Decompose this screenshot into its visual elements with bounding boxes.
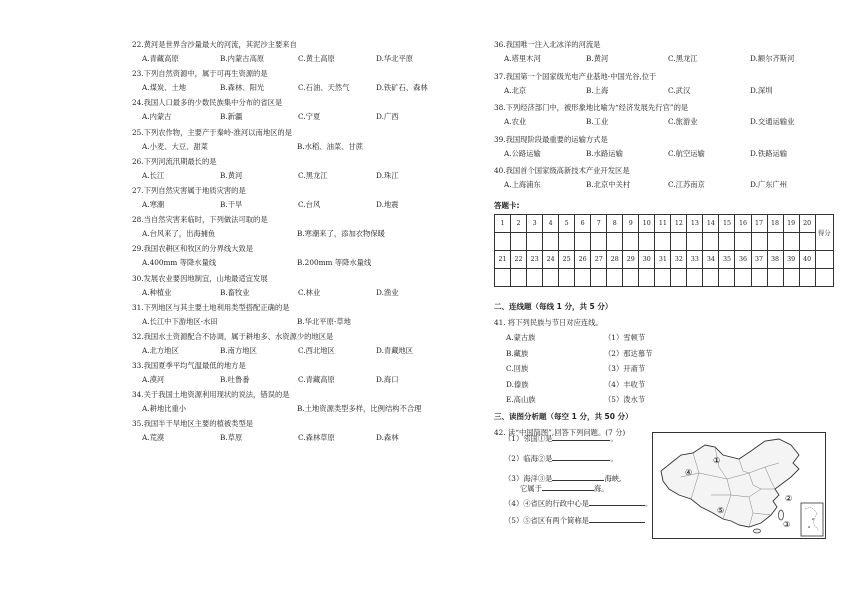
answer-blank-cell[interactable] <box>799 268 815 286</box>
option-row <box>142 258 432 268</box>
answer-blank-cell[interactable] <box>511 268 527 286</box>
answer-blank-cell[interactable] <box>655 268 671 286</box>
answer-number-cell: 3 <box>527 214 543 232</box>
ethnic-group[interactable]: A.蒙古族 <box>506 333 536 342</box>
answer-number-cell: 4 <box>543 214 559 232</box>
option[interactable]: A.荒漠 <box>142 433 165 443</box>
answer-number-cell: 19 <box>783 214 799 232</box>
answer-number-cell: 28 <box>607 250 623 268</box>
answer-blank-cell[interactable] <box>735 268 751 286</box>
answer-blank-cell[interactable] <box>767 268 783 286</box>
option[interactable]: B.吐鲁番 <box>220 375 250 385</box>
option[interactable]: B.新疆 <box>220 112 243 122</box>
festival[interactable]: （3）开斋节 <box>604 364 646 373</box>
answer-blank-cell[interactable] <box>703 232 719 250</box>
option[interactable]: C.林业 <box>298 287 321 297</box>
matching-row <box>506 333 834 343</box>
option-row <box>142 288 432 298</box>
option[interactable]: C.黄土高原 <box>298 54 335 63</box>
question-text: 29.我国农耕区和牧区的分界线大致是 <box>132 244 254 254</box>
option[interactable]: C.石油、天然气 <box>298 83 350 93</box>
question-block <box>132 419 432 448</box>
option-row <box>142 171 432 181</box>
answer-blank-cell[interactable] <box>543 268 559 286</box>
option[interactable]: A.寒潮 <box>142 199 165 209</box>
score-blank-cell <box>815 268 833 286</box>
q42-item-1-period: 。 <box>610 434 618 443</box>
section-2-title: 二、连线题（每线 1 分，共 5 分） <box>494 301 613 311</box>
festival[interactable]: （4）丰收节 <box>604 379 646 389</box>
answer-blank-cell[interactable] <box>591 268 607 286</box>
matching-row <box>506 364 834 374</box>
option-row <box>142 142 432 152</box>
answer-blank-cell[interactable] <box>719 268 735 286</box>
answer-blank-cell[interactable] <box>559 232 575 250</box>
answer-blank-cell[interactable] <box>543 232 559 250</box>
option[interactable]: D.铁路运输 <box>750 148 788 158</box>
option[interactable]: A.公路运输 <box>504 148 541 158</box>
ethnic-group[interactable]: E.高山族 <box>506 395 536 404</box>
option-row <box>142 346 432 356</box>
answer-number-cell: 8 <box>607 214 623 232</box>
option-row <box>142 229 432 239</box>
question-text: 32.我国水土资源配合不协调，属于耕地多、水资源少的地区是 <box>132 331 334 341</box>
answer-number-cell: 18 <box>767 214 783 232</box>
option[interactable]: C.青藏高原 <box>298 375 335 385</box>
answer-number-cell: 6 <box>575 214 591 232</box>
answer-number-cell: 21 <box>495 250 511 268</box>
q42-item-3b-suffix: 海。 <box>593 484 609 493</box>
q42-item-2 <box>504 452 618 464</box>
answer-blank-cell[interactable] <box>671 268 687 286</box>
answer-blank-cell[interactable] <box>591 232 607 250</box>
question-text: 22.黄河是世界含沙量最大的河流，其泥沙主要来自 <box>132 40 297 49</box>
option[interactable]: C.黑龙江 <box>298 170 328 180</box>
option[interactable]: A.400mm 等降水量线 <box>142 258 217 268</box>
answer-blank-cell[interactable] <box>783 268 799 286</box>
ethnic-group[interactable]: D.傣族 <box>506 379 529 389</box>
answer-number-cell: 24 <box>543 250 559 268</box>
answer-number-cell: 1 <box>495 214 511 232</box>
answer-blank-cell[interactable] <box>495 268 511 286</box>
question-block <box>132 274 432 303</box>
option[interactable]: C.武汉 <box>668 85 691 95</box>
answer-blank-cell[interactable] <box>687 232 703 250</box>
option-row <box>504 117 834 127</box>
option-row <box>142 83 432 93</box>
option[interactable]: C.航空运输 <box>668 148 705 158</box>
option[interactable]: C.森林草原 <box>298 433 335 443</box>
answer-number-cell: 16 <box>735 214 751 232</box>
china-map <box>652 432 826 539</box>
festival[interactable]: （1）雪顿节 <box>604 333 646 342</box>
option-row <box>142 54 432 64</box>
option[interactable]: A.耕地比重小 <box>142 404 187 414</box>
q42-item-4-period: 。 <box>644 499 653 508</box>
option[interactable]: B.森林、阳光 <box>220 83 265 93</box>
answer-blank-cell[interactable] <box>607 232 623 250</box>
answer-blank-cell[interactable] <box>767 232 783 250</box>
question-text: 33.我国夏季平均气温最低的地方是 <box>132 361 246 371</box>
question-block <box>494 72 834 104</box>
option[interactable]: B.200mm 等降水量线 <box>297 258 372 268</box>
answer-number-cell: 17 <box>751 214 767 232</box>
answer-blank-cell[interactable] <box>575 232 591 250</box>
option[interactable]: D.珠江 <box>376 170 399 180</box>
left-column <box>132 40 432 449</box>
answer-blank[interactable] <box>552 432 610 441</box>
option[interactable]: B.畜牧业 <box>220 287 250 297</box>
option[interactable]: D.华北平原 <box>376 54 414 63</box>
question-text: 24.我国人口最多的少数民族集中分布的省区是 <box>132 98 283 108</box>
answer-blank-cell[interactable] <box>783 232 799 250</box>
option[interactable]: B.水路运输 <box>586 148 623 158</box>
option[interactable]: A.长江中下游地区-水田 <box>142 316 218 326</box>
q42-item-3b-label: 它属于 <box>520 484 542 493</box>
ethnic-group[interactable]: C.回族 <box>506 364 529 373</box>
option[interactable]: D.渔业 <box>376 287 399 297</box>
festival[interactable]: （5）泼水节 <box>604 395 646 404</box>
option[interactable]: B.黄河 <box>220 170 243 180</box>
hainan-island <box>754 529 761 533</box>
answer-blank-cell[interactable] <box>799 232 815 250</box>
option[interactable]: A.小麦、大豆、甜菜 <box>142 141 208 151</box>
answer-blank-row-1 <box>495 232 834 250</box>
answer-blank-cell[interactable] <box>527 268 543 286</box>
answer-number-cell: 22 <box>511 250 527 268</box>
option[interactable]: A.农业 <box>504 117 527 126</box>
option[interactable]: B.工业 <box>586 117 609 126</box>
option[interactable]: A.漠河 <box>142 375 165 385</box>
question-text: 36.我国唯一注入北冰洋的河流是 <box>494 40 601 49</box>
question-41: 41. 将下列民族与节日对应连线。 <box>494 317 603 327</box>
question-42: 42. 读“中国简图”,回答下列问题。(7 分) <box>494 427 626 437</box>
section-3-title: 三、读图分析题（每空 1 分，共 50 分） <box>494 411 633 421</box>
question-text: 23.下列自然资源中，属于可再生资源的是 <box>132 69 268 79</box>
option[interactable]: B.北京中关村 <box>586 180 631 189</box>
option-row <box>504 86 834 96</box>
question-block <box>132 128 432 157</box>
question-block <box>132 215 432 244</box>
map-label-5: ⑤ <box>717 506 725 515</box>
q42-item-4-label: （4）④省区的行政中心是 <box>504 499 589 508</box>
option[interactable]: C.宁夏 <box>298 112 321 122</box>
option[interactable]: C.旅游业 <box>668 117 698 126</box>
option-row <box>142 112 432 122</box>
question-text: 40.我国首个国家级高新技术产业开发区是 <box>494 166 630 175</box>
south-china-sea-inset <box>801 503 823 536</box>
option[interactable]: D.深圳 <box>750 85 773 95</box>
question-text: 26.下列河流汛期最长的是 <box>132 156 217 166</box>
answer-number-cell: 40 <box>799 250 815 268</box>
answer-number-cell: 2 <box>511 214 527 232</box>
option[interactable]: C.台风 <box>298 199 321 209</box>
option-row <box>142 375 432 385</box>
answer-number-cell: 33 <box>687 250 703 268</box>
option[interactable]: B.南方地区 <box>220 345 257 355</box>
right-questions <box>494 40 834 198</box>
answer-number-cell: 5 <box>559 214 575 232</box>
option[interactable]: B.草原 <box>220 433 243 443</box>
option[interactable]: A.种植业 <box>142 287 172 297</box>
option-row <box>504 54 834 64</box>
answer-number-cell: 34 <box>703 250 719 268</box>
question-text: 25.下列农作物，主要产于秦岭-淮河以南地区的是 <box>132 127 293 137</box>
answer-blank-cell[interactable] <box>575 268 591 286</box>
option[interactable]: D.铁矿石、森林 <box>376 83 428 93</box>
answer-number-cell: 20 <box>799 214 815 232</box>
option[interactable]: D.海口 <box>376 375 399 385</box>
q42-item-4 <box>504 497 652 509</box>
answer-number-cell: 32 <box>671 250 687 268</box>
matching-rows <box>494 333 834 405</box>
answer-blank-cell[interactable] <box>687 268 703 286</box>
answer-blank-cell[interactable] <box>639 232 655 250</box>
answer-blank-cell[interactable] <box>751 268 767 286</box>
question-block <box>132 332 432 361</box>
answer-blank-cell[interactable] <box>623 268 639 286</box>
option[interactable]: C.黑龙江 <box>668 54 698 63</box>
matching-row <box>506 380 834 390</box>
question-text: 34.关于我国土地资源利用现状的说法，错误的是 <box>132 390 290 400</box>
option[interactable]: A.北方地区 <box>142 345 179 355</box>
option-row <box>142 404 432 414</box>
option[interactable]: B.土地资源类型多样，比例结构不合理 <box>297 404 422 414</box>
answer-blank-cell[interactable] <box>623 232 639 250</box>
matching-block <box>494 318 834 406</box>
answer-row-1 <box>495 214 834 232</box>
answer-blank-cell[interactable] <box>735 232 751 250</box>
section-matching <box>494 301 834 406</box>
answer-blank[interactable] <box>589 514 645 523</box>
q42-item-3b <box>520 482 608 494</box>
q42-item-5 <box>504 514 645 526</box>
question-block <box>132 361 432 390</box>
answer-number-cell: 25 <box>559 250 575 268</box>
q42-item-3-label: （3）海洋③是 <box>504 474 553 483</box>
answer-number-cell: 7 <box>591 214 607 232</box>
option[interactable]: D.广西 <box>376 112 399 122</box>
map-label-4: ④ <box>685 468 693 477</box>
ethnic-group[interactable]: B.藏族 <box>506 348 529 358</box>
question-block <box>132 390 432 419</box>
option[interactable]: C.西北地区 <box>298 345 335 355</box>
question-block <box>132 186 432 215</box>
q42-item-5-label: （5）⑤省区有两个简称是 <box>504 516 589 525</box>
answer-number-cell: 29 <box>623 250 639 268</box>
question-text: 30.发展农业要因地制宜，山地最适宜发展 <box>132 273 268 283</box>
question-block <box>494 40 834 72</box>
question-block <box>132 303 432 332</box>
answer-blank-cell[interactable] <box>703 268 719 286</box>
option[interactable]: A.煤炭、土地 <box>142 83 187 93</box>
question-text: 35.我国半干旱地区主要的植被类型是 <box>132 419 254 429</box>
option[interactable]: D.额尔齐斯河 <box>750 54 795 63</box>
option[interactable]: D.交通运输业 <box>750 117 795 126</box>
question-text: 38.下列经济部门中，被形象地比喻为“经济发展先行官”的是 <box>494 103 689 112</box>
answer-number-cell: 30 <box>639 250 655 268</box>
answer-number-cell: 13 <box>687 214 703 232</box>
answer-row-2 <box>495 250 834 268</box>
question-block <box>494 135 834 167</box>
answer-number-cell: 10 <box>639 214 655 232</box>
answer-number-cell: 9 <box>623 214 639 232</box>
question-block <box>132 98 432 127</box>
option[interactable]: C.江苏南京 <box>668 180 705 189</box>
question-text: 39.我国现阶段最重要的运输方式是 <box>494 134 608 144</box>
answer-card <box>494 200 834 287</box>
option[interactable]: A.台风来了，出海捕鱼 <box>142 229 216 239</box>
answer-number-cell: 15 <box>719 214 735 232</box>
option[interactable]: B.黄河 <box>586 54 609 63</box>
option[interactable]: B.上海 <box>586 85 609 95</box>
option[interactable]: A.内蒙古 <box>142 112 172 122</box>
festival[interactable]: （2）那达慕节 <box>604 348 653 358</box>
answer-number-cell: 11 <box>655 214 671 232</box>
answer-blank-cell[interactable] <box>639 268 655 286</box>
q42-item-1 <box>504 432 618 444</box>
answer-blank-cell[interactable] <box>559 268 575 286</box>
answer-blank[interactable] <box>552 452 610 461</box>
answer-blank-cell[interactable] <box>607 268 623 286</box>
q42-item-2-label: （2）临海②是 <box>504 454 553 463</box>
option[interactable]: B.华北平原-草地 <box>297 316 351 326</box>
answer-number-cell: 26 <box>575 250 591 268</box>
question-block <box>132 40 432 69</box>
option[interactable]: A.塔里木河 <box>504 54 541 63</box>
answer-number-cell: 31 <box>655 250 671 268</box>
answer-blank-cell[interactable] <box>511 232 527 250</box>
option[interactable]: A.北京 <box>504 85 527 95</box>
option[interactable]: D.青藏地区 <box>376 345 414 355</box>
question-block <box>132 157 432 186</box>
option[interactable]: A.长江 <box>142 170 165 180</box>
answer-number-cell: 38 <box>767 250 783 268</box>
option-row <box>504 180 834 190</box>
map-label-1: ① <box>713 456 721 465</box>
q42-item-3-suffix: 海峡, <box>604 474 622 483</box>
question-text: 37.我国第一个国家级光电产业基地-中国光谷,位于 <box>494 71 657 81</box>
map-label-2: ② <box>785 494 793 503</box>
answer-number-cell: 27 <box>591 250 607 268</box>
china-map-svg <box>653 433 825 538</box>
q42-item-1-label: （1）邻国①是 <box>504 434 553 443</box>
answer-number-cell: 39 <box>783 250 799 268</box>
option[interactable]: B.内蒙古高原 <box>220 54 265 63</box>
answer-number-cell: 37 <box>751 250 767 268</box>
matching-row <box>506 349 834 359</box>
answer-blank-cell[interactable] <box>527 232 543 250</box>
answer-blank-cell[interactable] <box>719 232 735 250</box>
answer-number-cell: 36 <box>735 250 751 268</box>
answer-card-title: 答题卡: <box>494 200 520 210</box>
option[interactable]: A.青藏高原 <box>142 54 179 63</box>
answer-number-cell: 12 <box>671 214 687 232</box>
matching-row <box>506 395 834 405</box>
question-block <box>494 103 834 135</box>
answer-blank[interactable] <box>552 472 604 481</box>
question-text: 31.下列地区与其主要土地利用类型搭配正确的是 <box>132 302 290 312</box>
score-blank-cell <box>815 250 833 268</box>
answer-blank[interactable] <box>589 497 645 506</box>
option-row <box>504 149 834 159</box>
question-block <box>132 69 432 98</box>
answer-blank-cell[interactable] <box>751 232 767 250</box>
answer-blank-cell[interactable] <box>495 232 511 250</box>
option[interactable]: D.森林 <box>376 433 399 443</box>
option[interactable]: B.干旱 <box>220 199 243 209</box>
option-row <box>142 317 432 327</box>
answer-blank[interactable] <box>542 482 594 491</box>
option[interactable]: A.上海浦东 <box>504 180 541 189</box>
score-cell: 得分 <box>815 214 833 250</box>
right-column <box>494 40 834 438</box>
question-text: 28.当自然灾害来临时，下列做法可取的是 <box>132 215 268 225</box>
answer-number-cell: 35 <box>719 250 735 268</box>
taiwan-island <box>779 510 784 520</box>
option-row <box>142 433 432 443</box>
option[interactable]: D.地震 <box>376 199 399 209</box>
question-text: 27.下列自然灾害属于地质灾害的是 <box>132 185 246 195</box>
question-block <box>132 244 432 273</box>
option[interactable]: D.广东广州 <box>750 180 788 189</box>
answer-number-cell: 14 <box>703 214 719 232</box>
answer-number-cell: 23 <box>527 250 543 268</box>
answer-card-table <box>494 214 834 287</box>
answer-blank-cell[interactable] <box>655 232 671 250</box>
option[interactable]: B.寒潮来了，添加衣物保暖 <box>297 229 385 239</box>
option-row <box>142 200 432 210</box>
question-block <box>494 166 834 198</box>
answer-blank-cell[interactable] <box>671 232 687 250</box>
map-label-3: ③ <box>783 520 791 529</box>
option[interactable]: B.水稻、油菜、甘蔗 <box>297 141 364 151</box>
q42-item-2-period: 。 <box>610 454 618 463</box>
answer-blank-row-2 <box>495 268 834 286</box>
